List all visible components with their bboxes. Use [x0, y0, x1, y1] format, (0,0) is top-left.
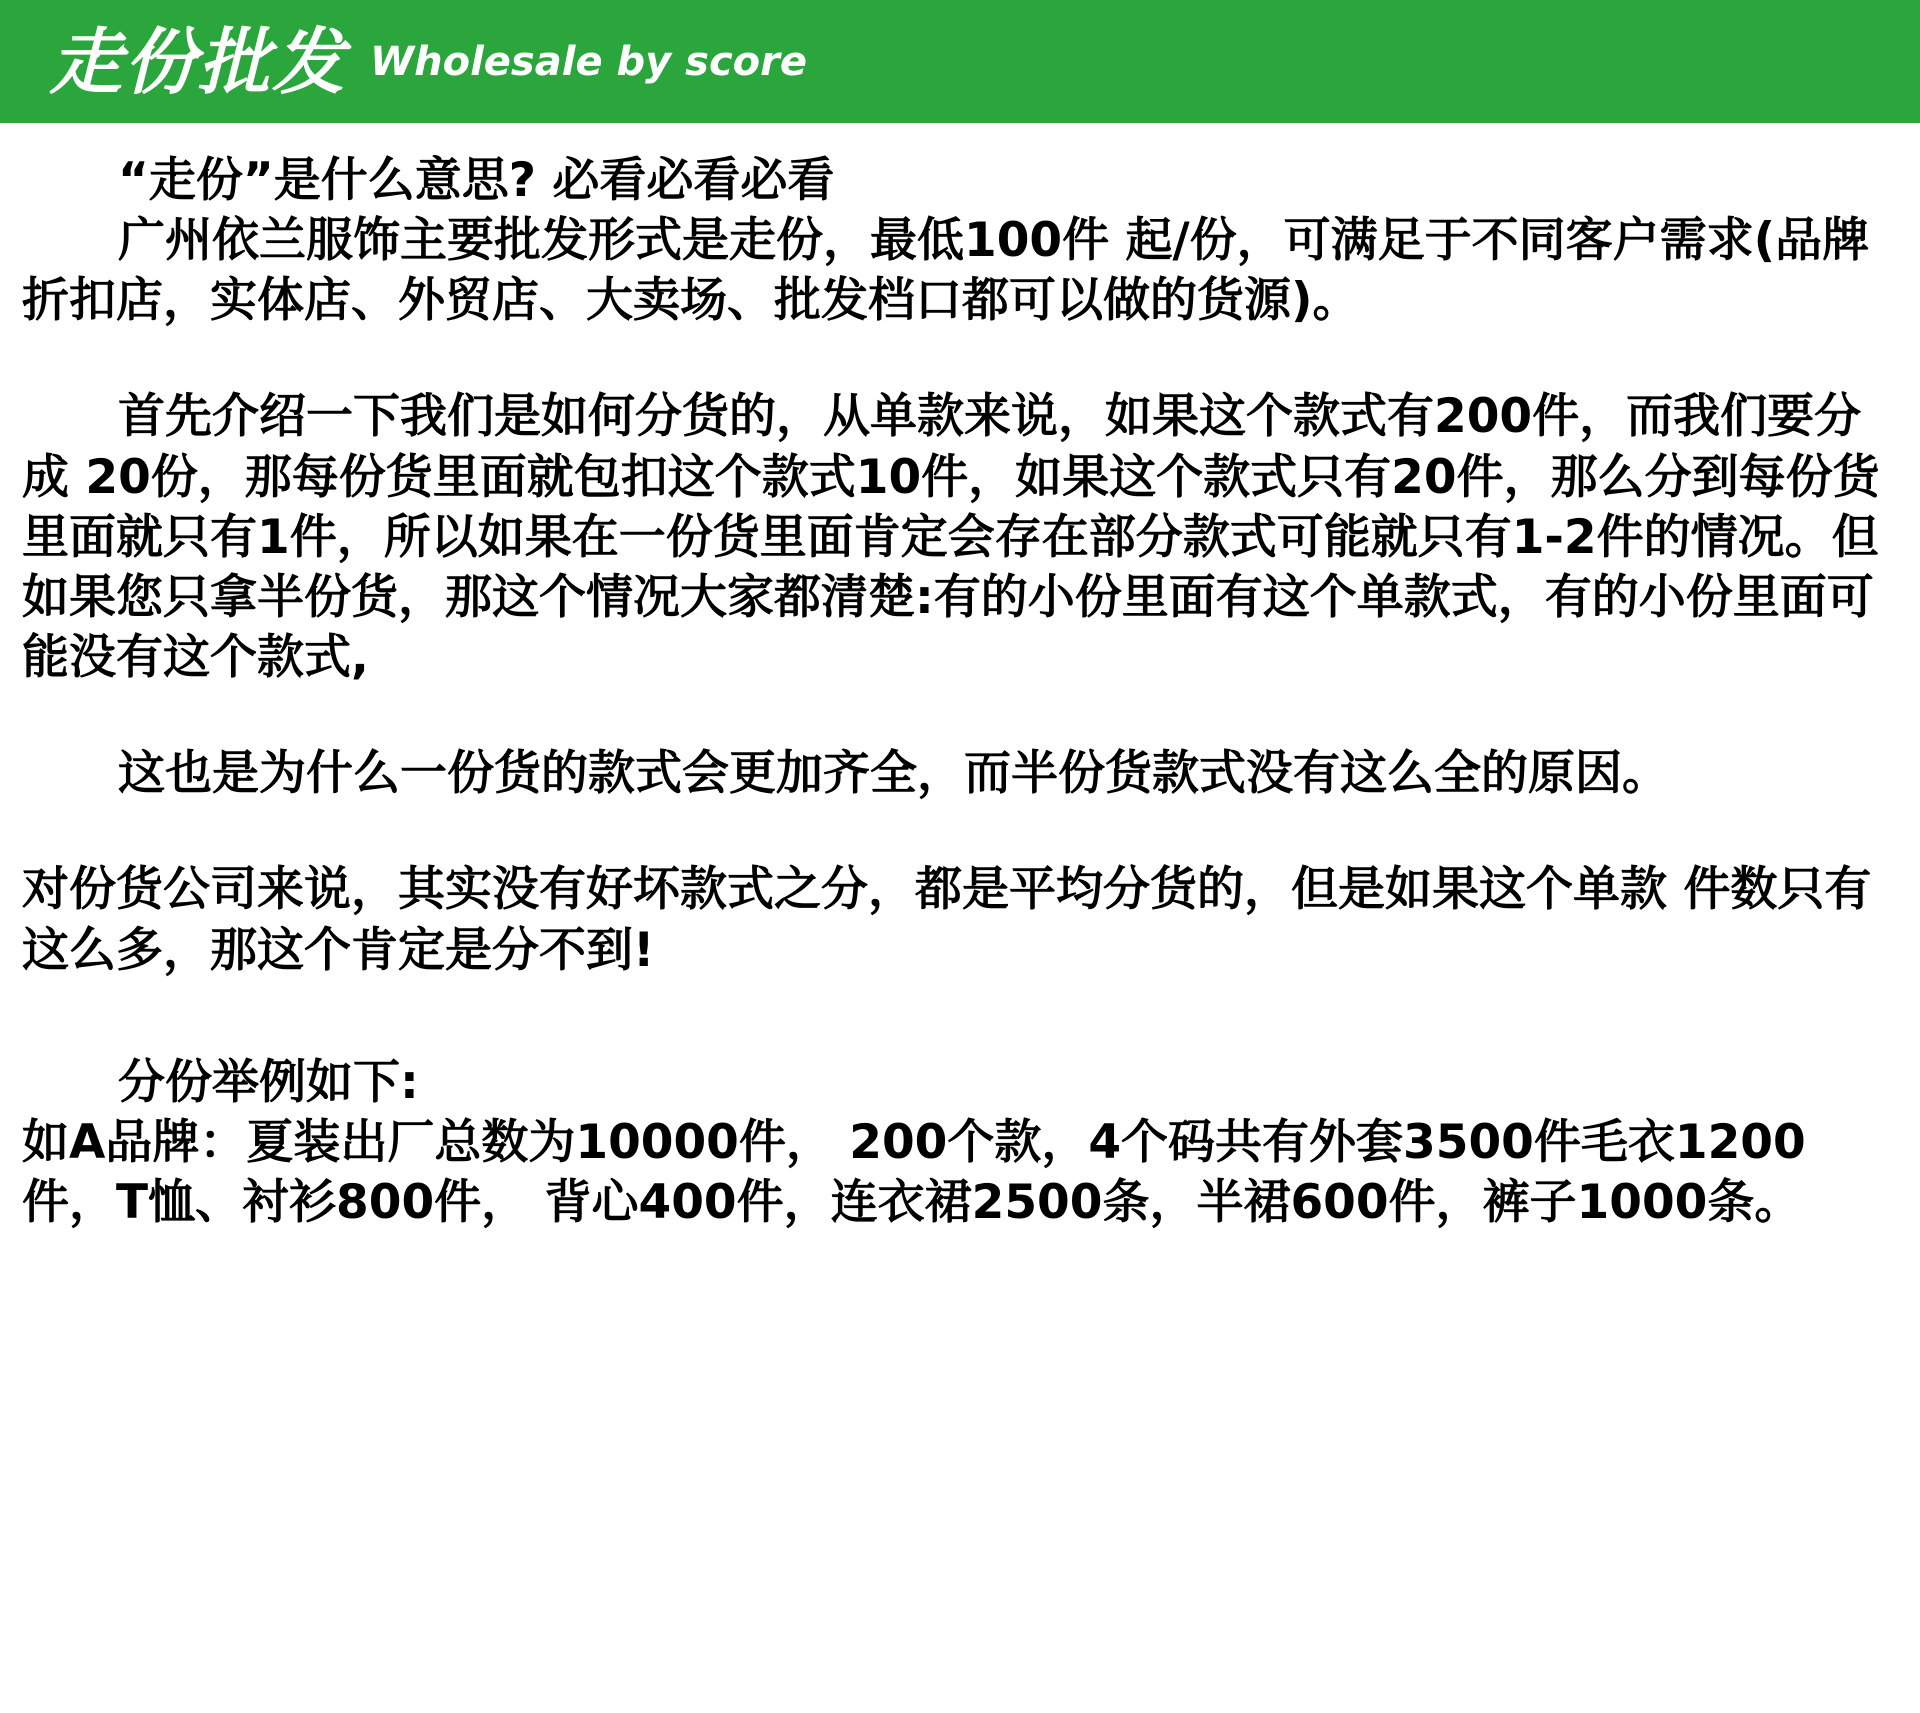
- page-content: [0, 123, 1920, 1273]
- spacer: [22, 331, 1898, 387]
- spacer: [22, 688, 1898, 744]
- spacer: [22, 981, 1898, 1053]
- spacer: [22, 804, 1898, 860]
- fairness-paragraph: 对份货公司来说，其实没有好坏款式之分，都是平均分货的，但是如果这个单款 件数只有这么多，那这个肯定是分不到!: [22, 862, 1872, 978]
- page-banner: [0, 0, 1920, 123]
- section-heading: “走份”是什么意思? 必看必看必看: [118, 153, 835, 208]
- allocation-paragraph: 首先介绍一下我们是如何分货的，从单款来说，如果这个款式有200件，而我们要分成 20份，那每份货里面就包扣这个款式10件，如果这个款式只有20件，那么分到每份货里面就只有1件，所以如果在一份货里面肯定会存在部分款式可能就只有1-2件的情况。但如果您只拿半份货，那这个情况大家都清楚:有的小份里面有这个单款式，有的小份里面可能没有这个款式,: [22, 389, 1880, 686]
- banner-title: 走份批发: [50, 19, 347, 104]
- intro-paragraph: 广州依兰服饰主要批发形式是走份，最低100件 起/份，可满足于不同客户需求(品牌折扣店，实体店、外贸店、大卖场、批发档口都可以做的货源)。: [22, 213, 1870, 329]
- example-title: 分份举例如下:: [118, 1054, 419, 1110]
- banner-subtitle: Wholesale by score: [370, 38, 807, 85]
- reason-paragraph: 这也是为什么一份货的款式会更加齐全，而半份货款式没有这么全的原因。: [118, 746, 1669, 802]
- example-body: 如A品牌：夏装出厂总数为10000件， 200个款，4个码共有外套3500件毛衣1200件，T恤、衬衫800件， 背心400件，连衣裙2500条，半裙600件，裤子1000条。: [22, 1114, 1806, 1231]
